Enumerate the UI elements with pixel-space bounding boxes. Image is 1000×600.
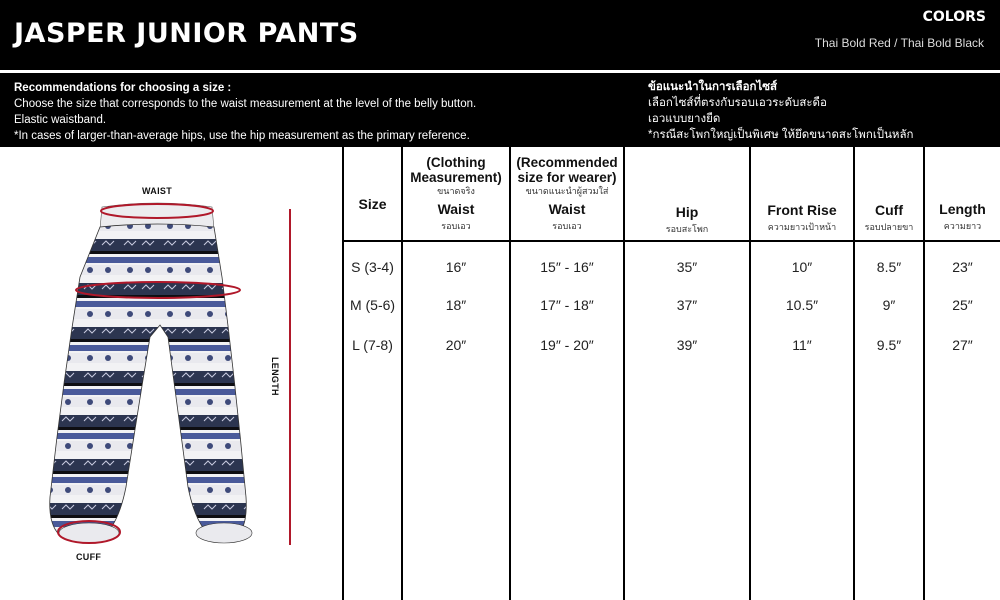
- reco-th-line: เลือกไซส์ที่ตรงกับรอบเอวระดับสะดือ: [648, 97, 827, 109]
- table-cell: 39″: [676, 337, 698, 353]
- column-header-clothing-waist: (Clothing Measurement) ขนาดจริง Waist รอบเอว: [410, 155, 502, 231]
- recommendations-thai: [648, 79, 998, 143]
- column-header-front-rise: Front Rise ความยาวเป้าหน้า: [767, 202, 837, 232]
- table-cell: 9″: [882, 297, 896, 313]
- table-cell: 11″: [792, 337, 812, 353]
- header-bar: [0, 0, 1000, 70]
- table-cell: 19″ - 20″: [540, 337, 594, 353]
- waist-label: WAIST: [142, 186, 172, 196]
- length-label: LENGTH: [270, 357, 280, 396]
- table-cell: 15″ - 16″: [540, 259, 594, 275]
- colors-label: COLORS: [922, 9, 986, 25]
- table-cell: 16″: [445, 259, 467, 275]
- reco-th-line: เอวแบบยางยืด: [648, 113, 721, 125]
- table-cell: 27″: [952, 337, 973, 353]
- size-cell: M (5-6): [349, 297, 396, 313]
- recommendations-english: [14, 80, 614, 144]
- table-cell: 25″: [952, 297, 973, 313]
- cuff-label: CUFF: [76, 552, 102, 562]
- table-cell: 20″: [445, 337, 467, 353]
- reco-en-line: *In cases of larger-than-average hips, use the hip measurement as the primary reference.: [14, 130, 470, 142]
- colors-value: Thai Bold Red / Thai Bold Black: [814, 36, 984, 50]
- reco-en-title: Recommendations for choosing a size :: [14, 82, 232, 94]
- pants-illustration: [0, 147, 342, 600]
- size-cell: S (3-4): [351, 259, 394, 275]
- size-chart-table: [342, 147, 1000, 600]
- table-cell: 9.5″: [876, 337, 902, 353]
- column-header-size: Size: [358, 196, 387, 212]
- pants-body: [50, 224, 247, 539]
- table-cell: 18″: [445, 297, 467, 313]
- reco-en-line: Elastic waistband.: [14, 114, 107, 126]
- table-cell: 10.5″: [785, 297, 819, 313]
- right-cuff: [196, 523, 252, 543]
- column-header-hip: Hip รอบสะโพก: [665, 204, 709, 234]
- table-cell: 37″: [676, 297, 698, 313]
- table-cell: 17″ - 18″: [540, 297, 594, 313]
- table-header-divider: [342, 240, 1000, 242]
- table-cell: 10″: [791, 259, 813, 275]
- column-header-length: Length ความยาว: [939, 201, 986, 231]
- table-cell: 23″: [952, 259, 973, 275]
- reco-th-title: ข้อแนะนำในการเลือกไซส์: [648, 81, 778, 93]
- table-cell: 8.5″: [876, 259, 902, 275]
- size-cell: L (7-8): [352, 337, 393, 353]
- pants-diagram-panel: [0, 147, 342, 600]
- recommendations-band: [0, 73, 1000, 147]
- reco-en-line: Choose the size that corresponds to the waist measurement at the level of the belly button.: [14, 98, 477, 110]
- column-header-recommended-waist: (Recommended size for wearer) ขนาดแนะนำผู้สวมใส่ Waist รอบเอว: [516, 155, 618, 231]
- reco-th-line: *กรณีสะโพกใหญ่เป็นพิเศษ ให้ยึดขนาดสะโพกเป็นหลัก: [648, 129, 914, 141]
- table-cell: 35″: [676, 259, 698, 275]
- column-header-cuff: Cuff รอบปลายขา: [864, 202, 914, 232]
- page-title: JASPER JUNIOR PANTS: [14, 18, 359, 49]
